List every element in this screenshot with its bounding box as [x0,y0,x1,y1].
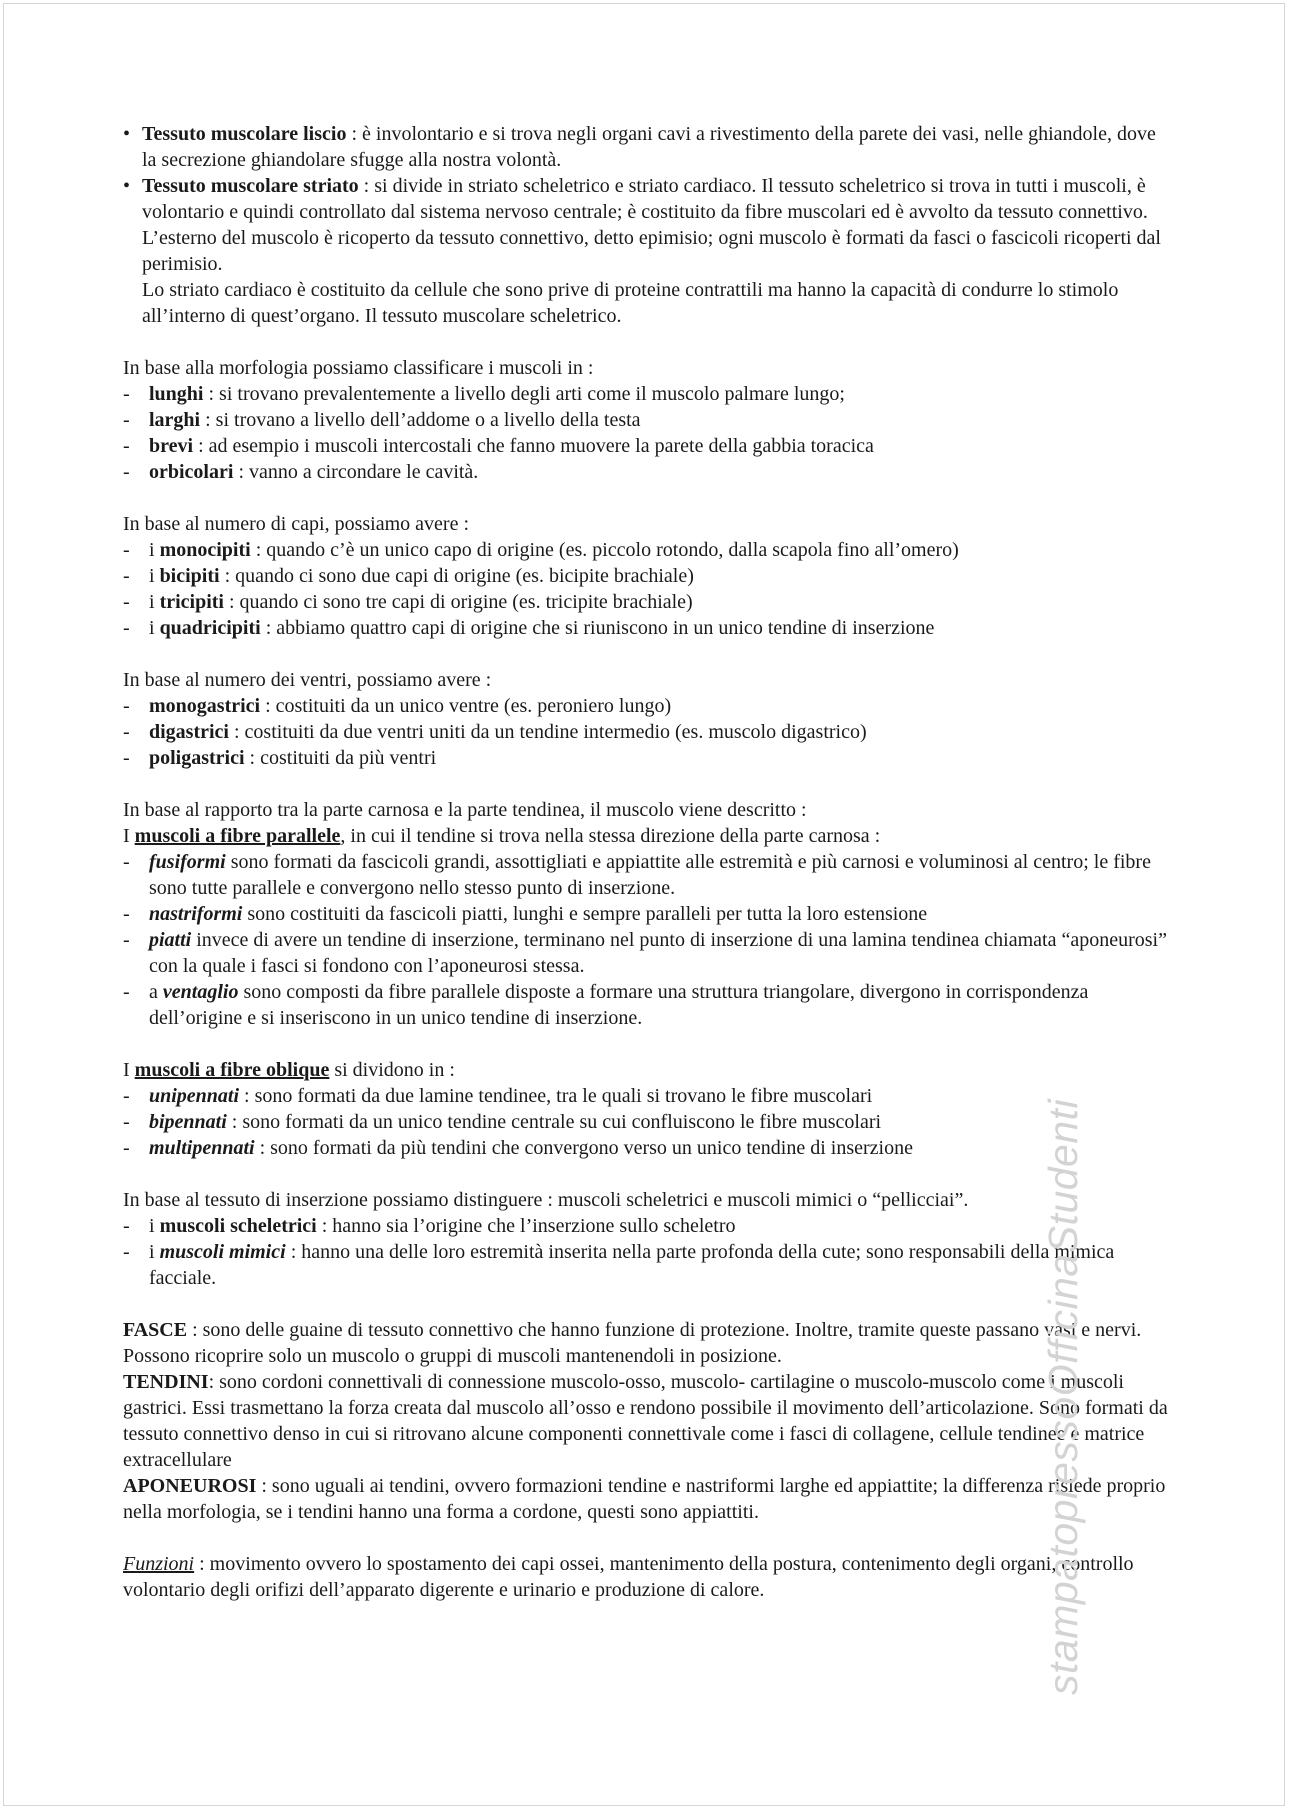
list-item: - i quadricipiti : abbiamo quattro capi di origine che si riuniscono in un unico tendine di inserzione [123,615,1173,641]
list-item: - i monocipiti : quando c’è un unico capo di origine (es. piccolo rotondo, dalla scapola fino all’omero) [123,537,1173,563]
list-item-striato: • Tessuto muscolare striato : si divide in striato scheletrico e striato cardiaco. Il tessuto scheletrico si trova in tutti i muscoli, è volontario e quindi controllato dal sistema nervoso centrale; è costituito da fibre muscolari ed è avvolto da tessuto connettivo. L’esterno del muscolo è ricoperto da tessuto connettivo, detto epimisio; ogni muscolo è formati da fasci o fascicoli ricoperti dal perimisio. Lo striato cardiaco è costituito da cellule che sono prive di proteine contrattili ma hanno la capacità di condurre lo stimolo all’interno di quest’organo. Il tessuto muscolare scheletrico. [123,173,1173,329]
list-item: - multipennati : sono formati da più tendini che convergono verso un unico tendine di inserzione [123,1135,1173,1161]
list-item: - lunghi : si trovano prevalentemente a livello degli arti come il muscolo palmare lungo; [123,381,1173,407]
list-item: - i tricipiti : quando ci sono tre capi di origine (es. tricipite brachiale) [123,589,1173,615]
list-item: - monogastrici : costituiti da un unico ventre (es. peroniero lungo) [123,693,1173,719]
list-item: - bipennati : sono formati da un unico tendine centrale su cui confluiscono le fibre muscolari [123,1109,1173,1135]
list-item: - i bicipiti : quando ci sono due capi di origine (es. bicipite brachiale) [123,563,1173,589]
list-item: - a ventaglio sono composti da fibre parallele disposte a formare una struttura triangolare, divergono in corrispondenza dell’origine e si inseriscono in un unico tendine di inserzione. [123,979,1173,1031]
list-item: - nastriformi sono costituiti da fascicoli piatti, lunghi e sempre paralleli per tutta la loro estensione [123,901,1173,927]
document-body [123,121,1173,1603]
list-item: - digastrici : costituiti da due ventri uniti da un tendine intermedio (es. muscolo digastrico) [123,719,1173,745]
paragraph-morfologia-intro: In base alla morfologia possiamo classificare i muscoli in : [123,357,594,379]
list-item: - piatti invece di avere un tendine di inserzione, terminano nel punto di inserzione di una lamina tendinea chiamata “aponeurosi” con la quale i fasci si fondono con l’aponeurosi stessa. [123,927,1173,979]
paragraph-funzioni: Funzioni : movimento ovvero lo spostamento dei capi ossei, mantenimento della postura, contenimento degli organi, controllo volontario degli orifizi dell’apparato digerente e urinario e produzione di calore. [123,1553,1134,1601]
paragraph-fibre-oblique: I muscoli a fibre oblique si dividono in : [123,1059,455,1081]
list-item: - unipennati : sono formati da due lamine tendinee, tra le quali si trovano le fibre muscolari [123,1083,1173,1109]
paragraph-rapporto-intro: In base al rapporto tra la parte carnosa e la parte tendinea, il muscolo viene descritto : [123,799,807,821]
paragraph-capi-intro: In base al numero di capi, possiamo avere : [123,513,469,535]
definition-tendini: TENDINI: sono cordoni connettivali di connessione muscolo-osso, muscolo- cartilagine o muscolo-muscolo come i muscoli gastrici. Essi trasmettano la forza creata dal muscolo all’osso e rendono possibile il movimento dell’articolazione. Sono formati da tessuto connettivo denso in cui si ritrovano alcune componenti connettivale come i fasci di collagene, cellule tendinee e matrice extracellulare [123,1371,1168,1471]
list-item: - poligastrici : costituiti da più ventri [123,745,1173,771]
list-item: - fusiformi sono formati da fascicoli grandi, assottigliati e appiattite alle estremità e più carnosi e voluminosi al centro; le fibre sono tutte parallele e convergono nello stesso punto di inserzione. [123,849,1173,901]
list-item: - brevi : ad esempio i muscoli intercostali che fanno muovere la parete della gabbia toracica [123,433,1173,459]
definition-aponeurosi: APONEUROSI : sono uguali ai tendini, ovvero formazioni tendine e nastriformi larghe ed appiattite; la differenza risiede proprio nella morfologia, se i tendini hanno una forma a cordone, questi sono appiattiti. [123,1475,1166,1523]
paragraph-ventri-intro: In base al numero dei ventri, possiamo avere : [123,669,492,691]
list-item-liscio: • Tessuto muscolare liscio : è involontario e si trova negli organi cavi a rivestimento della parete dei vasi, nelle ghiandole, dove la secrezione ghiandolare sfugge alla nostra volontà. [123,121,1173,173]
list-item: - i muscoli mimici : hanno una delle loro estremità inserita nella parte profonda della cute; sono responsabili della mimica facciale. [123,1239,1173,1291]
paragraph-inserzione-intro: In base al tessuto di inserzione possiamo distinguere : muscoli scheletrici e muscoli mimici o “pellicciai”. [123,1189,969,1211]
list-item: - orbicolari : vanno a circondare le cavità. [123,459,1173,485]
tessuti-list [123,121,1173,329]
paragraph-fibre-parallele: I muscoli a fibre parallele, in cui il tendine si trova nella stessa direzione della parte carnosa : [123,825,881,847]
list-item: - larghi : si trovano a livello dell’addome o a livello della testa [123,407,1173,433]
watermark: stampatopressoOfficinaStudenti [1040,1098,1086,1695]
paragraph-cardiaco: Lo striato cardiaco è costituito da cellule che sono prive di proteine contrattili ma hanno la capacità di condurre lo stimolo all’interno di quest’organo. Il tessuto muscolare scheletrico. [142,279,1119,327]
definition-fasce: FASCE : sono delle guaine di tessuto connettivo che hanno funzione di protezione. Inoltre, tramite queste passano vasi e nervi. Possono ricoprire solo un muscolo o gruppi di muscoli mantenendoli in posizione. [123,1319,1142,1367]
list-item: - i muscoli scheletrici : hanno sia l’origine che l’inserzione sullo scheletro [123,1213,1173,1239]
